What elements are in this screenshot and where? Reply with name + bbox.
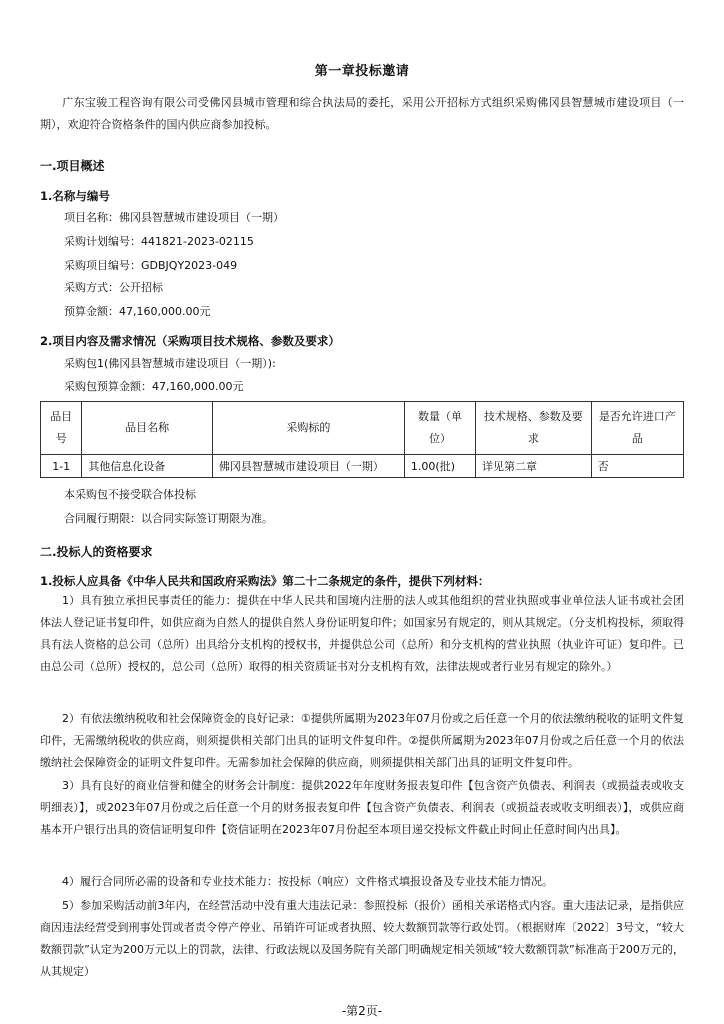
section1-sub2-heading: 2.项目内容及需求情况（采购项目技术规格、参数及要求） [40,334,340,348]
cell-item-no: 1-1 [41,455,82,478]
cell-subject: 佛冈县智慧城市建设项目（一期） [212,455,404,478]
package-budget: 采购包预算金额：47,160,000.00元 [64,380,244,393]
qualification-text-2: 2）有依法缴纳税收和社会保障资金的良好记录：①提供所属期为2023年07月份或之后任意一个月的依法缴纳税收的证明文件复印件，无需缴纳税收的供应商，则须提供相关部门出具的证明文件复印件。②提供所属期为2023年07月份或之后任意一个月的依法缴纳社会保障资金的证明文件复印件。无需参加社会保障的供应商，则须提供相关部门出具的证明文件复印件。 [40,712,684,769]
budget-amount: 预算金额：47,160,000.00元 [64,305,211,318]
table-header-row [41,402,684,455]
intro-text: 广东宝骏工程咨询有限公司受佛冈县城市管理和综合执法局的委托，采用公开招标方式组织采购佛冈县智慧城市建设项目（一期），欢迎符合资格条件的国内供应商参加投标。 [40,96,684,131]
section1-heading: 一.项目概述 [40,159,105,173]
package-name: 采购包1(佛冈县智慧城市建设项目（一期）): [64,357,276,370]
col-header-spec: 技术规格、参数及要求 [476,402,592,455]
section2-heading: 二.投标人的资格要求 [40,545,153,559]
col-header-item-no: 品目号 [41,402,82,455]
project-number: 采购项目编号：GDBJQY2023-049 [64,259,238,272]
qualification-text-3: 3）具有良好的商业信誉和健全的财务会计制度：提供2022年年度财务报表复印件【包含资产负债表、利润表（或损益表或收支明细表）】，或2023年07月份或之后任意一个月的财务报表复印件【包含资产负债表、利润表（或损益表或收支明细表）】，或供应商基本开户银行出具的资信证明复印件【资信证明在2023年07月份起至本项目递交投标文件截止时间止任意时间内出具】。 [40,779,684,836]
project-name: 项目名称：佛冈县智慧城市建设项目（一期） [64,211,284,224]
qualification-para-3 [40,775,684,841]
page-number: -第2页- [341,1004,383,1018]
qualification-para-2 [40,708,684,774]
col-header-quantity: 数量（单位） [404,402,475,455]
qualification-text-5: 5）参加采购活动前3年内，在经营活动中没有重大违法记录：参照投标（报价）函相关承诺格式内容。重大违法记录，是指供应商因违法经营受到刑事处罚或者责令停产停业、吊销许可证或者执照、较大数额罚款等行政处罚。（根据财库〔2022〕3号文，“较大数额罚款”认定为200万元以上的罚款，法律、行政法规以及国务院有关部门明确规定相关领域“较大数额罚款”标准高于200万元的，从其规定） [40,899,684,978]
qualification-text-1: 1）具有独立承担民事责任的能力：提供在中华人民共和国境内注册的法人或其他组织的营业执照或事业单位法人证书或社会团体法人登记证书复印件，如供应商为自然人的提供自然人身份证明复印件；如国家另有规定的，则从其规定。（分支机构投标，须取得具有法人资格的总公司（总所）出具给分支机构的授权书，并提供总公司（总所）和分支机构的营业执照（执业许可证）复印件。已由总公司（总所）授权的，总公司（总所）取得的相关资质证书对分支机构有效，法律法规或者行业另有规定的除外。） [40,594,684,673]
col-header-subject: 采购标的 [212,402,404,455]
cell-spec: 详见第二章 [476,455,592,478]
section1-sub1-heading: 1.名称与编号 [40,189,110,203]
table-row [41,455,684,478]
plan-number: 采购计划编号：441821-2023-02115 [64,235,254,248]
qualification-para-5 [40,895,684,983]
note-contract-period: 合同履行期限：以合同实际签订期限为准。 [64,512,273,525]
page-title: 第一章投标邀请 [314,64,410,79]
intro-paragraph [40,92,684,136]
cell-import: 否 [591,455,683,478]
col-header-import: 是否允许进口产品 [591,402,683,455]
note-consortium: 本采购包不接受联合体投标 [64,488,196,501]
procurement-method: 采购方式：公开招标 [64,281,163,294]
section2-sub1-heading: 1.投标人应具备《中华人民共和国政府采购法》第二十二条规定的条件，提供下列材料： [40,574,490,588]
qualification-text-4: 4）履行合同所必需的设备和专业技术能力：按投标（响应）文件格式填报设备及专业技术能力情况。 [62,875,553,888]
col-header-item-name: 品目名称 [82,402,213,455]
cell-quantity: 1.00(批) [404,455,475,478]
cell-item-name: 其他信息化设备 [82,455,213,478]
qualification-para-1 [40,590,684,678]
requirements-table [40,401,684,478]
qualification-para-4 [40,871,684,893]
